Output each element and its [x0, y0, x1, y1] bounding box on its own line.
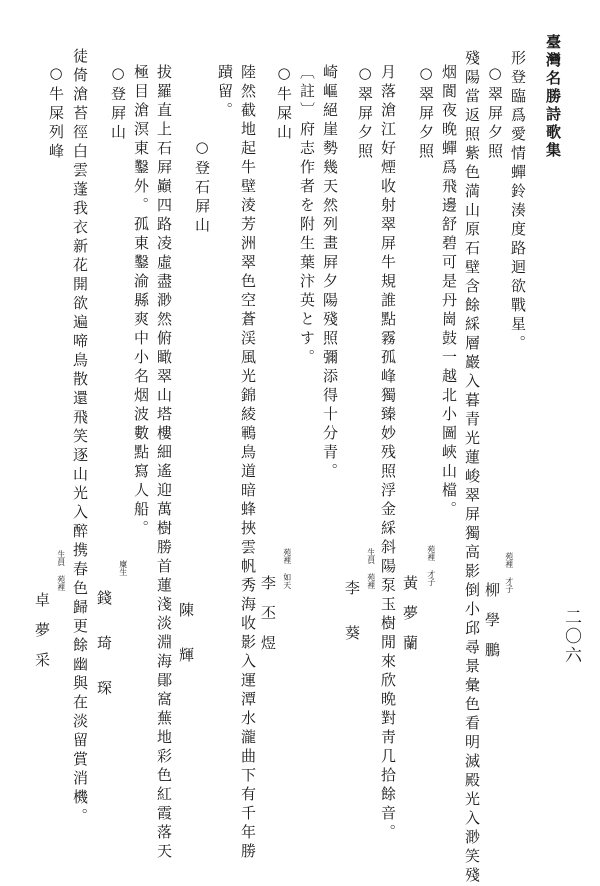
author-name: 錢 琦 琛 [95, 590, 113, 695]
text-column: 蹟留。 [216, 64, 234, 121]
author-name: 李 丕 煜 [259, 575, 277, 650]
poem-heading: ○翠屏夕照 [417, 64, 435, 162]
author-note: 生員 苑裡 [366, 548, 376, 589]
poem-heading: ○翠屏夕照 [356, 64, 374, 162]
text-column: 烟閬夜晚蟬爲飛邊舒碧可是丹崗鼓一越北小圖峽山檔。 [440, 64, 458, 520]
text-column: 極目滄溟東鑿外。孤東鑿渝縣爽中小名烟波數點寫人船。 [132, 64, 150, 539]
author-note: 生員 苑裡 [56, 550, 66, 591]
text-column: 月落滄江好煙收射翠屏牛規誰點霧孤峰獨臻妙残照浮金綵斜陽泵玉樹閒來欣晩對靑几拾餘音。 [379, 64, 397, 843]
poem-heading: ○翠屏夕照 [486, 64, 504, 162]
poem-heading: ○牛屎山 [275, 64, 293, 143]
author-name: 陳 輝 [177, 602, 195, 662]
author-name: 黃 夢 蘭 [401, 575, 419, 650]
annotation: 〔註〕府志作者を附生葉汴英とす。 [298, 64, 316, 368]
text-column: 拔羅直上石屛巓四路凌虛盡渺然俯瞰翠山塔樓細遙迎萬樹勝首蓮淺淡淵海鄖窩蕪地彩色紅霞落天 [155, 64, 173, 862]
text-column: 殘陽當返照紫色満山原石壁含餘綵層巖入暮青光蓮峻翠屏獨高影倒小邱尋景彙色看明滅殿光入渺笑殘 [463, 50, 481, 886]
poem-heading: ○登石屛山 [193, 138, 211, 236]
text-column: 徒倚滄苔徑白雲蓬我衣新花開欲遍啼鳥散還飛笑逐山光入醉携春色歸更餘幽與在淡留賞消機。 [71, 48, 89, 827]
text-column: 陸然截地起牛壁淩芳洲翠色空蒼渓風光錦綾鶤鳥道暗蜂挾雲帆秀海收影入運潭水瀧曲下有千年勝 [239, 64, 257, 862]
author-note: 苑裡 如天 [282, 548, 292, 589]
author-note: 苑裡 才子 [426, 545, 436, 586]
author-name: 卓 夢 采 [33, 592, 51, 667]
text-column: 形登臨爲愛情蟬鈴湊度路迴欲戰星。 [509, 50, 527, 354]
page-number: 二〇六 [561, 608, 581, 665]
poem-heading: ○登屛山 [109, 64, 127, 143]
text-column: 崎嶇絕崖勢幾天然列畫屛夕陽殘照彌添得十分青。 [321, 64, 339, 482]
book-title: 臺灣名勝詩歌集 [544, 34, 562, 160]
author-note: 廩生 [118, 560, 128, 576]
author-name: 李 葵 [343, 580, 361, 640]
author-note: 苑裡 才子 [504, 552, 514, 593]
author-name: 柳 學 鵬 [483, 582, 501, 657]
poem-heading: ○牛屎列峰 [47, 64, 65, 162]
